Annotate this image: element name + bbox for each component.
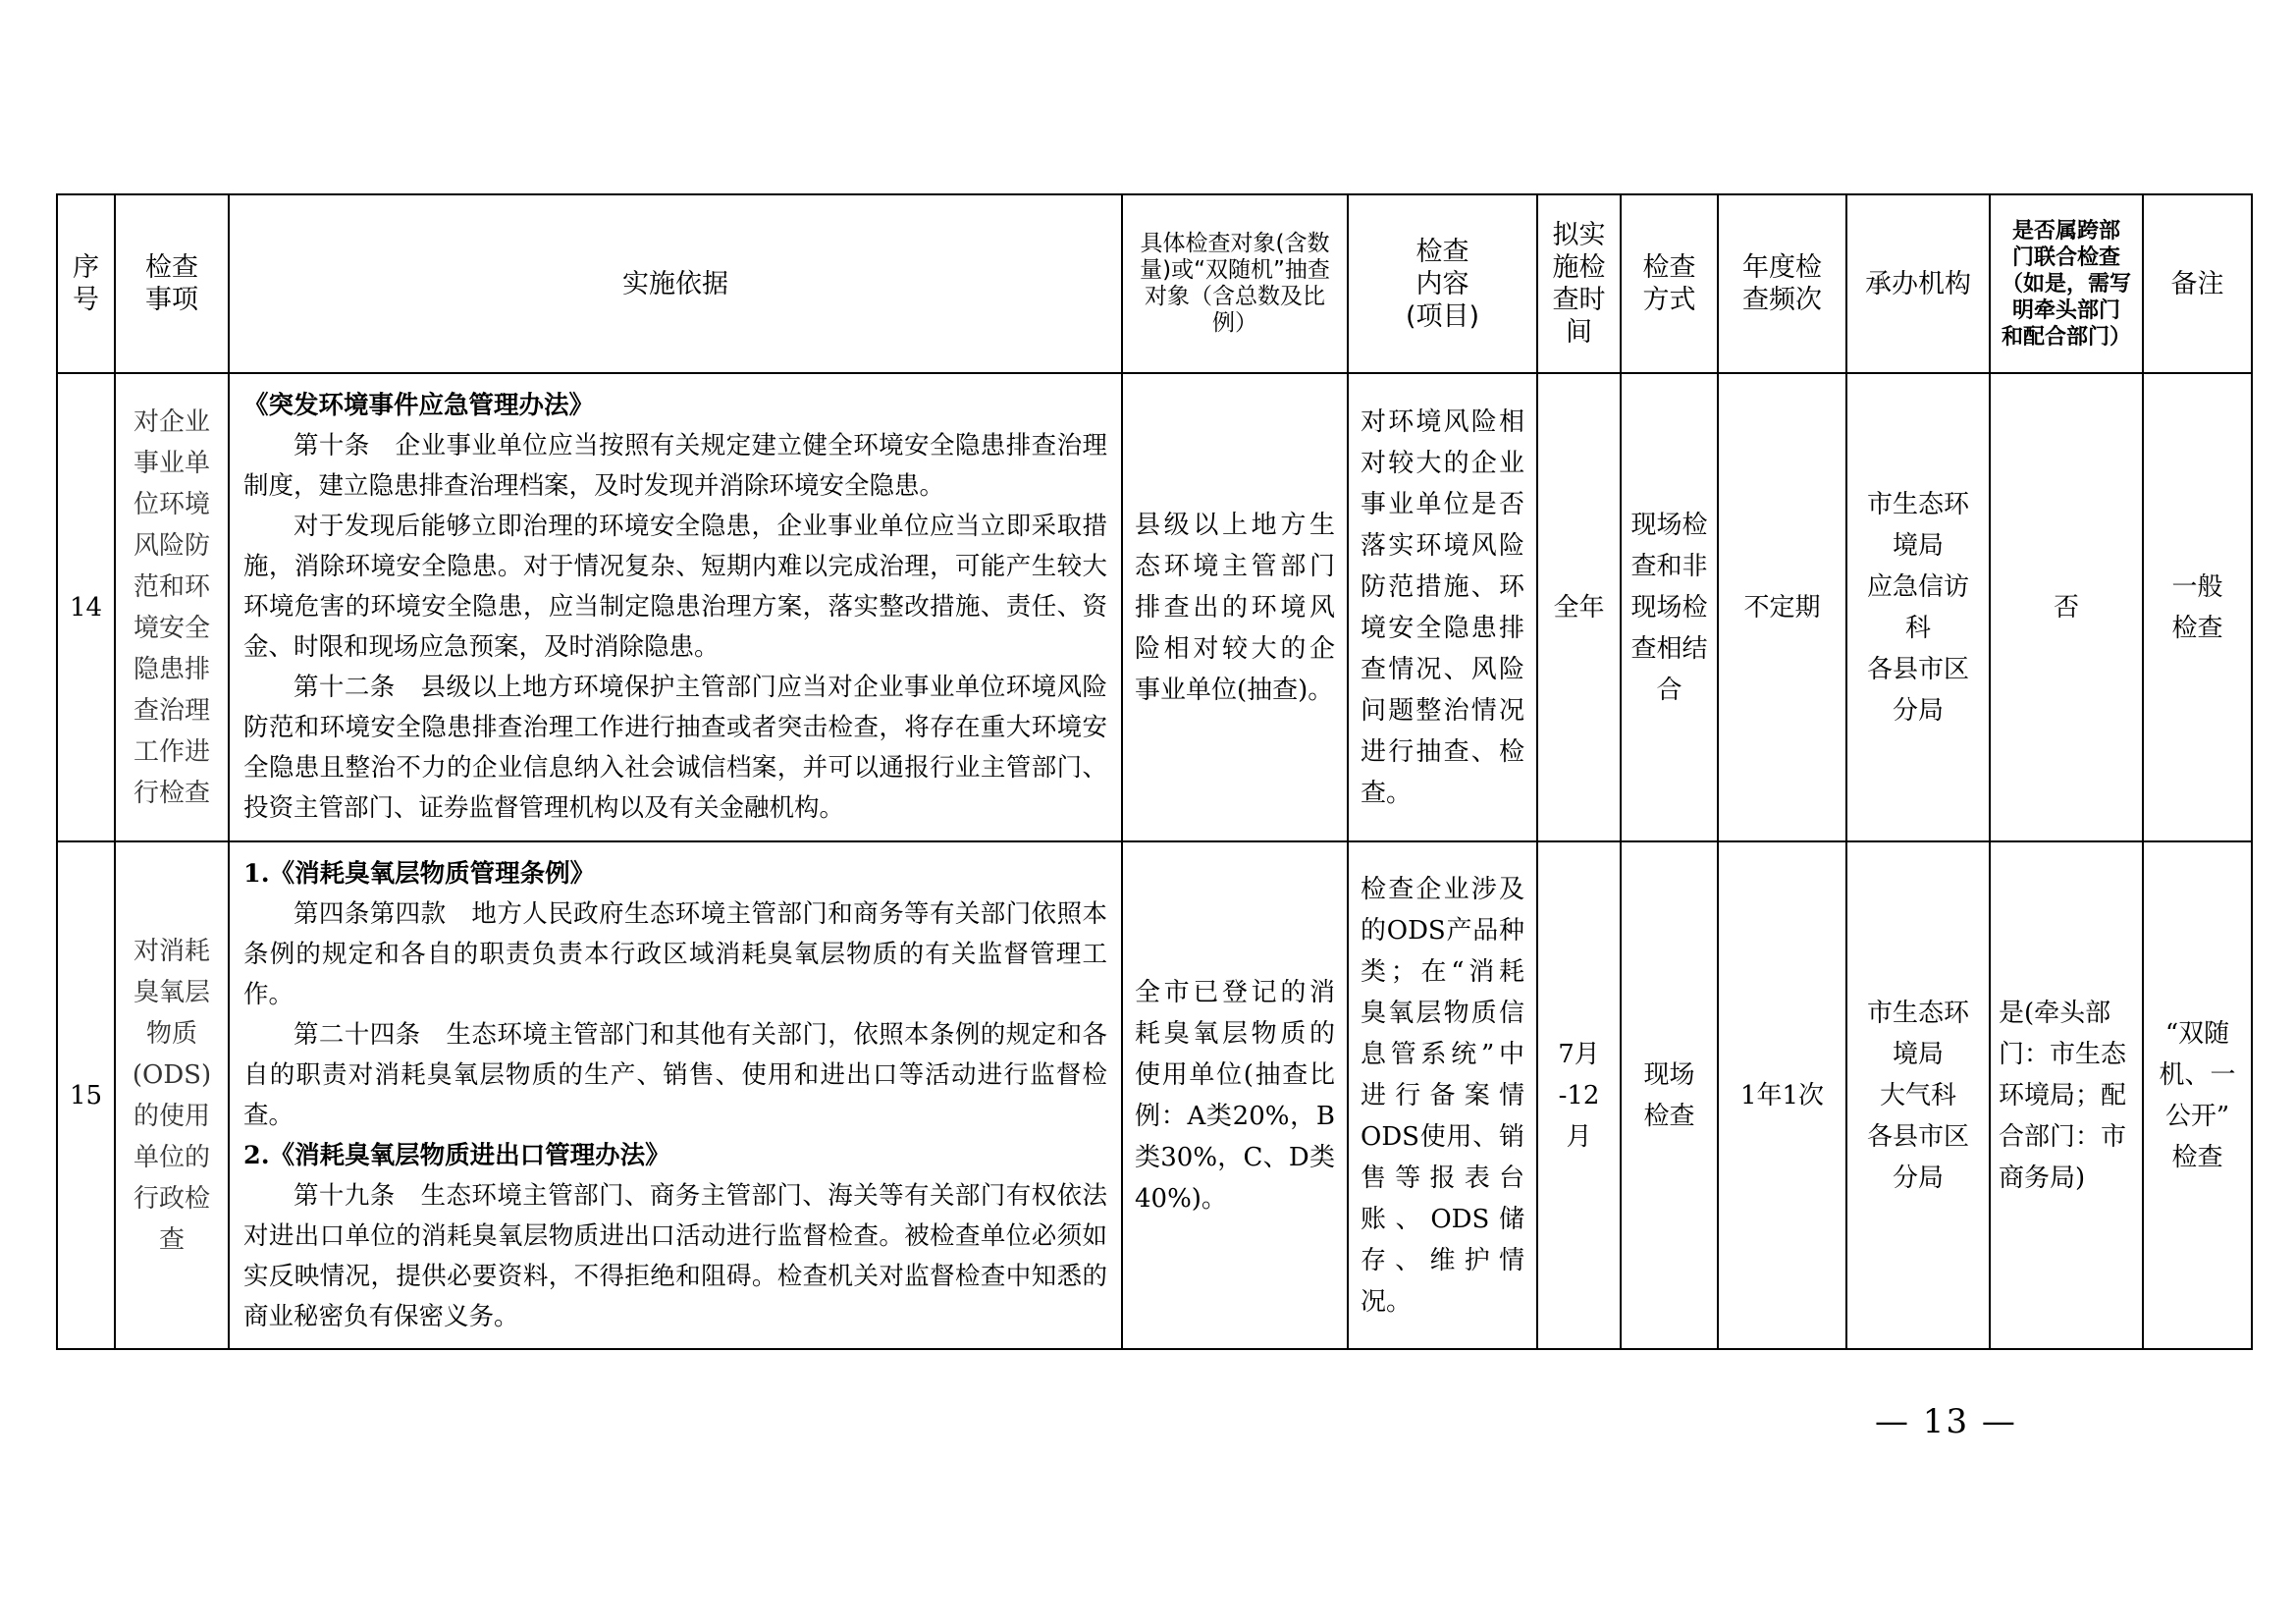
row-item: 对企业 事业单 位环境 风险防 范和环 境安全 隐患排 查治理 工作进 行检查 <box>115 373 229 841</box>
row-joint: 否 <box>1990 373 2143 841</box>
header-method: 检查 方式 <box>1621 194 1718 373</box>
header-basis: 实施依据 <box>229 194 1122 373</box>
row-agency: 市生态环 境局 大气科 各县市区 分局 <box>1846 841 1990 1349</box>
header-content: 检查 内容 (项目) <box>1348 194 1537 373</box>
header-row <box>57 194 2252 373</box>
basis-title: 2.《消耗臭氧层物质进出口管理办法》 <box>243 1140 670 1170</box>
header-time: 拟实 施检 查时 间 <box>1537 194 1621 373</box>
header-frequency: 年度检 查频次 <box>1718 194 1846 373</box>
basis-title: 《突发环境事件应急管理办法》 <box>243 391 595 420</box>
row-joint: 是(牵头部 门：市生态 环境局；配 合部门：市 商务局) <box>1990 841 2143 1349</box>
basis-paragraph: 第十二条 县级以上地方环境保护主管部门应当对企业事业单位环境风险防范和环境安全隐患排查治理工作进行抽查或者突击检查，将存在重大环境安全隐患且整治不力的企业信息纳入社会诚信档案，并可以通报行业主管部门、投资主管部门、证券监督管理机构以及有关金融机构。 <box>243 673 1107 823</box>
header-joint: 是否属跨部 门联合检查 （如是，需写 明牵头部门 和配合部门） <box>1990 194 2143 373</box>
header-seq: 序 号 <box>57 194 115 373</box>
row-time: 全年 <box>1537 373 1621 841</box>
row-frequency: 1年1次 <box>1718 841 1846 1349</box>
row-frequency: 不定期 <box>1718 373 1846 841</box>
row-remark: 一般 检查 <box>2143 373 2252 841</box>
table-row <box>57 373 2252 841</box>
basis-title: 1.《消耗臭氧层物质管理条例》 <box>243 858 596 889</box>
basis-paragraph: 第四条第四款 地方人民政府生态环境主管部门和商务等有关部门依照本条例的规定和各自的职责负责本行政区域消耗臭氧层物质的有关监督管理工作。 <box>243 898 1107 1009</box>
row-time: 7月 -12 月 <box>1537 841 1621 1349</box>
row-target: 县级以上地方生态环境主管部门排查出的环境风险相对较大的企事业单位(抽查)。 <box>1122 373 1348 841</box>
row-basis <box>229 841 1122 1349</box>
row-method: 现场检 查和非 现场检 查相结 合 <box>1621 373 1718 841</box>
row-seq: 15 <box>57 841 115 1349</box>
basis-paragraph: 第十条 企业事业单位应当按照有关规定建立健全环境安全隐患排查治理制度，建立隐患排查治理档案，及时发现并消除环境安全隐患。 <box>243 431 1107 501</box>
header-remark: 备注 <box>2143 194 2252 373</box>
row-basis <box>229 373 1122 841</box>
inspection-table <box>56 193 2253 1350</box>
row-remark: “双随 机、一 公开” 检查 <box>2143 841 2252 1349</box>
row-target: 全市已登记的消耗臭氧层物质的使用单位(抽查比例：A类20%，B类30%，C、D类40%)。 <box>1122 841 1348 1349</box>
row-content: 对环境风险相对较大的企业事业单位是否落实环境风险防范措施、环境安全隐患排查情况、风险问题整治情况进行抽查、检查。 <box>1348 373 1537 841</box>
basis-paragraph: 对于发现后能够立即治理的环境安全隐患，企业事业单位应当立即采取措施，消除环境安全隐患。对于情况复杂、短期内难以完成治理，可能产生较大环境危害的环境安全隐患，应当制定隐患治理方案，落实整改措施、责任、资金、时限和现场应急预案，及时消除隐患。 <box>243 512 1107 662</box>
row-agency: 市生态环 境局 应急信访 科 各县市区 分局 <box>1846 373 1990 841</box>
row-item: 对消耗 臭氧层 物质 (ODS) 的使用 单位的 行政检 查 <box>115 841 229 1349</box>
header-item: 检查 事项 <box>115 194 229 373</box>
basis-paragraph: 第十九条 生态环境主管部门、商务主管部门、海关等有关部门有权依法对进出口单位的消耗臭氧层物质进出口活动进行监督检查。被检查单位必须如实反映情况，提供必要资料，不得拒绝和阻碍。检查机关对监督检查中知悉的商业秘密负有保密义务。 <box>243 1180 1107 1331</box>
row-method: 现场 检查 <box>1621 841 1718 1349</box>
row-seq: 14 <box>57 373 115 841</box>
header-agency: 承办机构 <box>1846 194 1990 373</box>
row-content: 检查企业涉及的ODS产品种类；在“消耗臭氧层物质信息管系统”中进行备案情ODS使用、销售等报表台账、ODS储存、维护情况。 <box>1348 841 1537 1349</box>
basis-paragraph: 第二十四条 生态环境主管部门和其他有关部门，依照本条例的规定和各自的职责对消耗臭氧层物质的生产、销售、使用和进出口等活动进行监督检查。 <box>243 1019 1107 1130</box>
table-row <box>57 841 2252 1349</box>
header-target: 具体检查对象(含数 量)或“双随机”抽查 对象（含总数及比 例） <box>1122 194 1348 373</box>
page-number: — 13 — <box>1875 1402 2017 1441</box>
